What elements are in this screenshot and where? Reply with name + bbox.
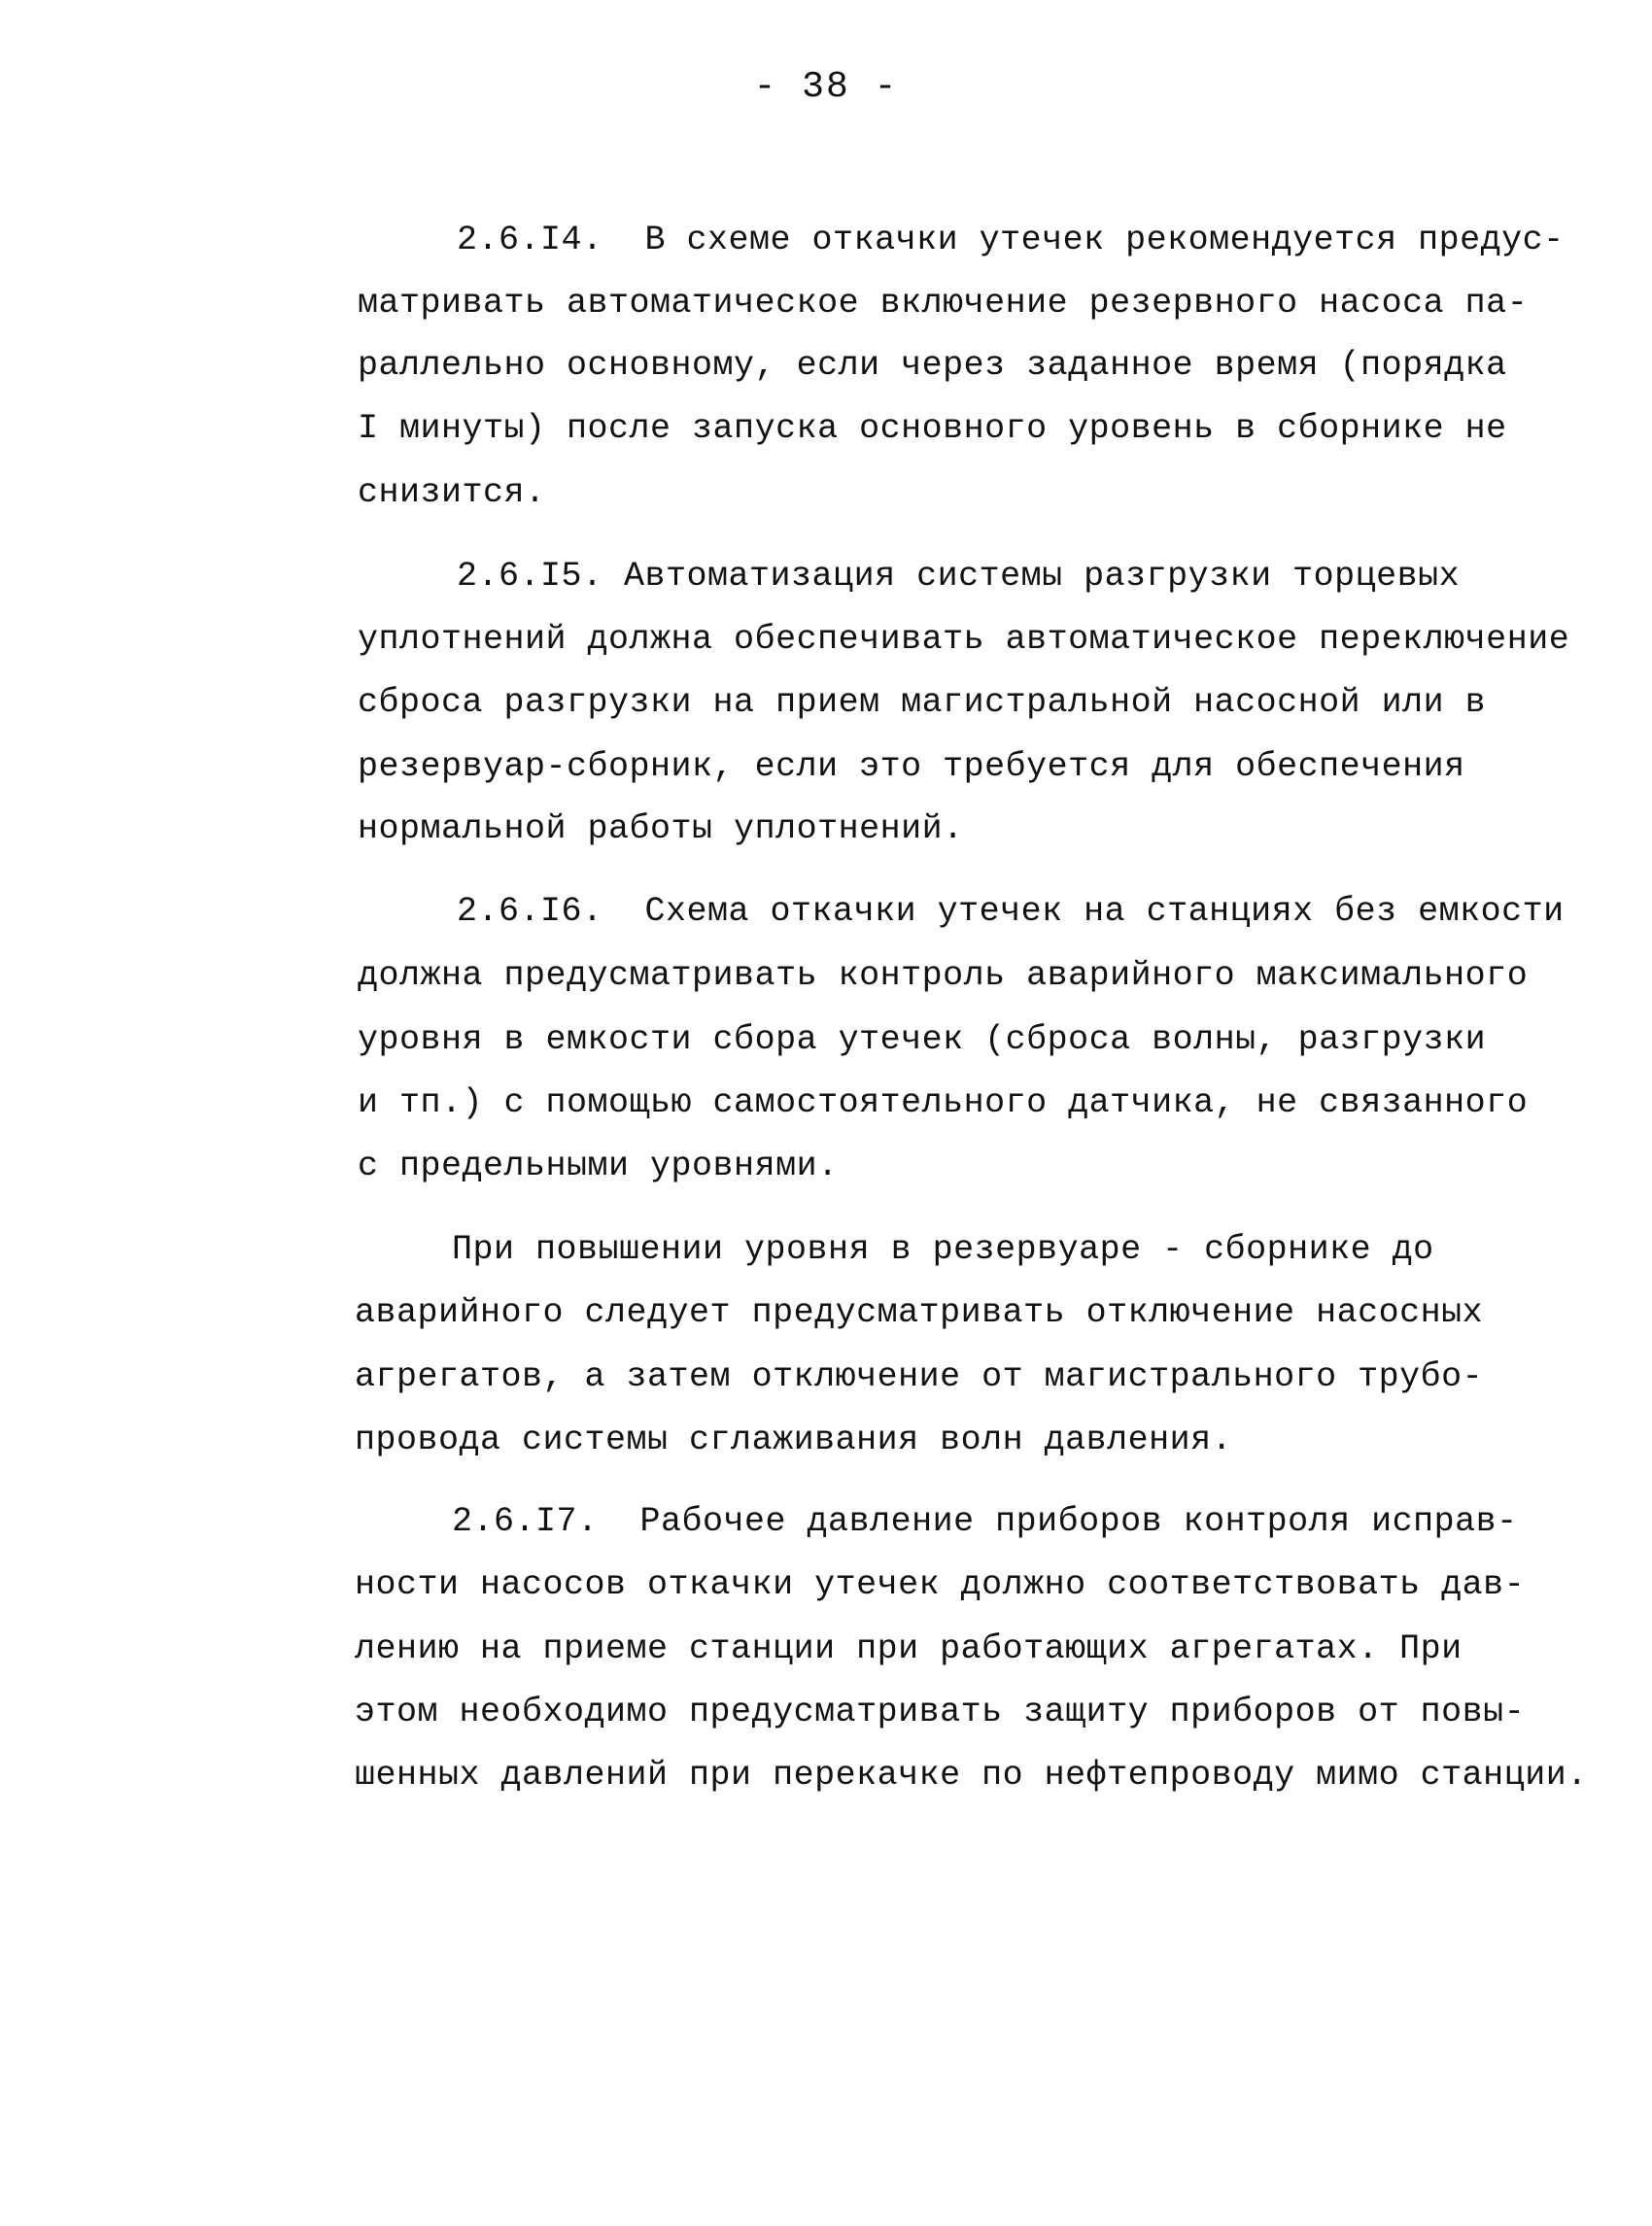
- paragraph-line: ности насосов откачки утечек должно соответствовать дав-: [355, 1565, 1526, 1604]
- paragraph-line: провода системы сглаживания волн давления.: [355, 1421, 1233, 1459]
- paragraph-line: лению на приеме станции при работающих агрегатах. При: [355, 1629, 1463, 1668]
- page-number: - 38 -: [753, 66, 899, 108]
- paragraph-line: матривать автоматическое включение резервного насоса па-: [358, 284, 1529, 323]
- paragraph-line: и тп.) с помощью самостоятельного датчика, не связанного: [358, 1083, 1529, 1122]
- paragraph-line: уровня в емкости сбора утечек (сброса волны, разгрузки: [358, 1020, 1487, 1059]
- paragraph-line: I минуты) после запуска основного уровень в сборнике не: [358, 409, 1507, 448]
- paragraph-line: агрегатов, а затем отключение от магистрального трубо-: [355, 1357, 1484, 1396]
- paragraph-line: При повышении уровня в резервуаре - сборнике до: [452, 1230, 1434, 1269]
- paragraph-line: 2.6.I6. Схема откачки утечек на станциях без емкости: [457, 892, 1565, 931]
- paragraph-line: с предельными уровнями.: [358, 1147, 839, 1185]
- paragraph-line: снизится.: [358, 473, 546, 512]
- paragraph-line: уплотнений должна обеспечивать автоматическое переключение: [358, 620, 1570, 659]
- paragraph-line: 2.6.I4. В схеме откачки утечек рекомендуется предус-: [457, 221, 1565, 259]
- paragraph-line: 2.6.I5. Автоматизация системы разгрузки торцевых: [457, 557, 1461, 596]
- paragraph-line: должна предусматривать контроль аварийного максимального: [358, 956, 1529, 995]
- paragraph-line: раллельно основному, если через заданное время (порядка: [358, 346, 1507, 385]
- paragraph-line: резервуар-сборник, если это требуется для обеспечения: [358, 747, 1465, 786]
- paragraph-line: нормальной работы уплотнений.: [358, 809, 964, 848]
- paragraph-line: шенных давлений при перекачке по нефтепроводу мимо станции.: [355, 1756, 1588, 1795]
- paragraph-line: сброса разгрузки на прием магистральной насосной или в: [358, 683, 1487, 722]
- paragraph-line: 2.6.I7. Рабочее давление приборов контроля исправ-: [452, 1502, 1518, 1541]
- paragraph-line: аварийного следует предусматривать отключение насосных: [355, 1293, 1484, 1332]
- paragraph-line: этом необходимо предусматривать защиту приборов от повы-: [355, 1693, 1526, 1731]
